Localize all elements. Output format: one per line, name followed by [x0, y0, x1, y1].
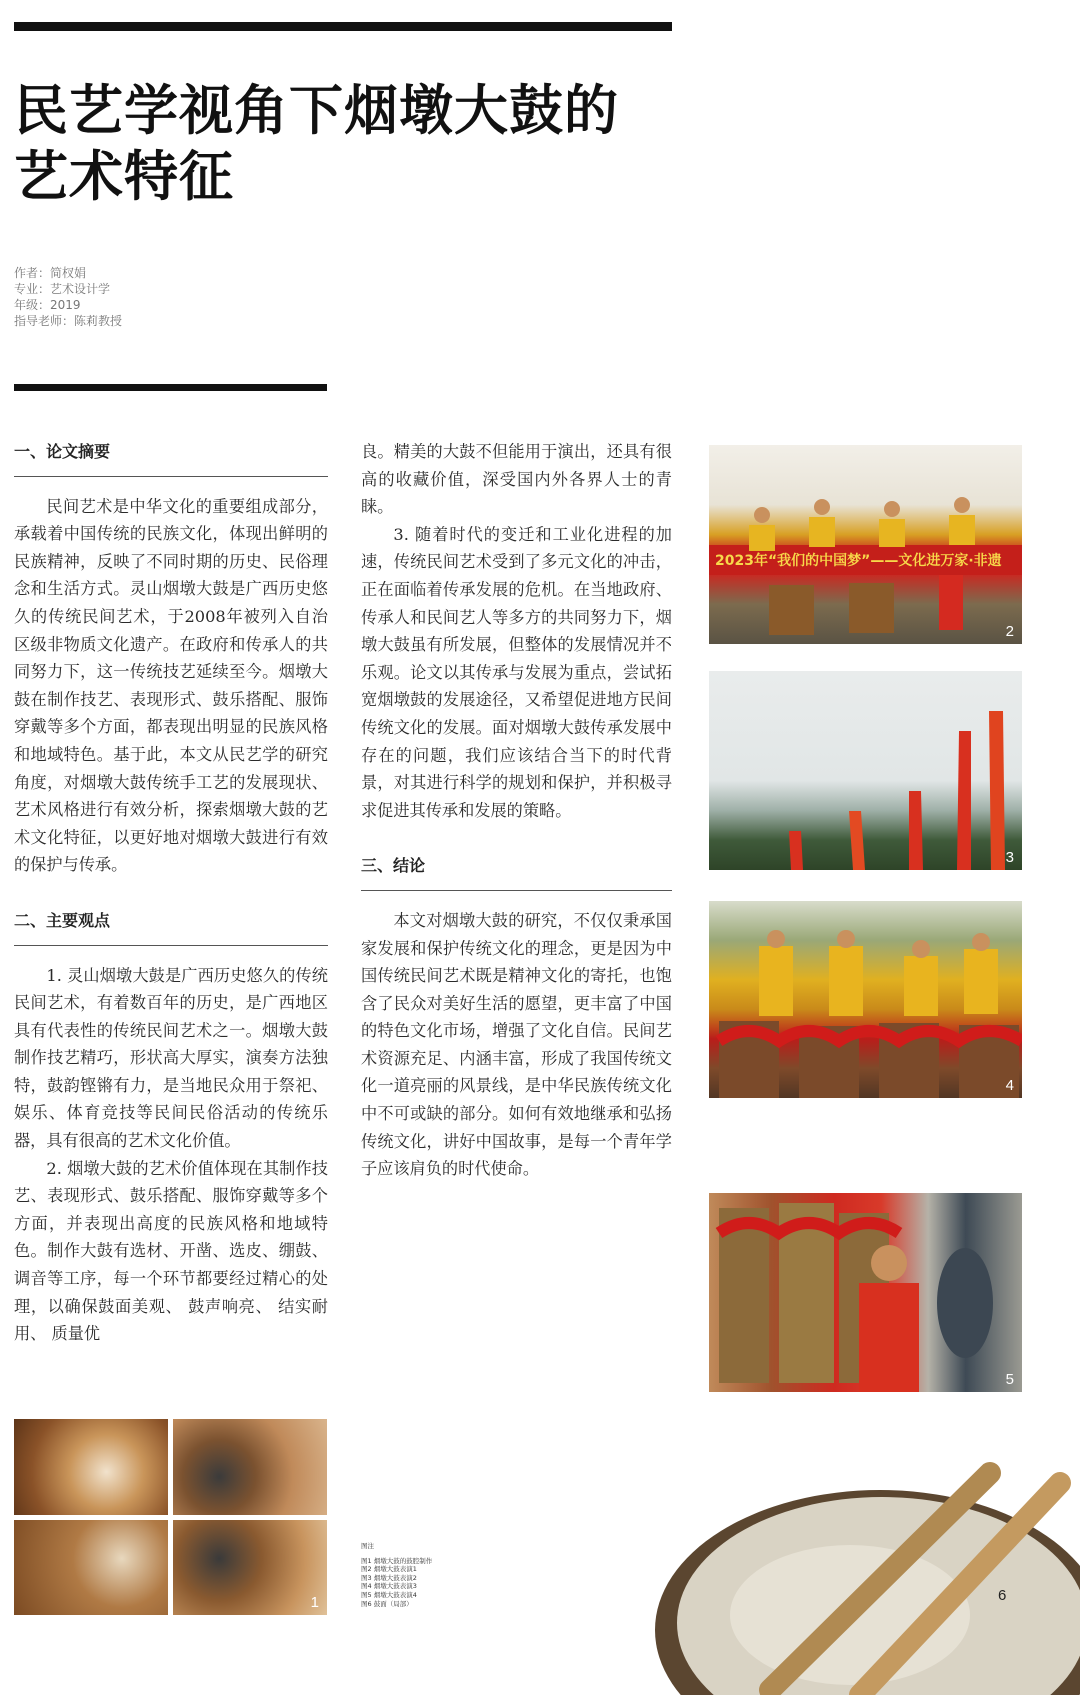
title-line-2: 艺术特征 [14, 145, 234, 208]
views-heading: 二、主要观点 [14, 907, 328, 946]
author-info [14, 265, 122, 329]
flags-illustration [709, 671, 1022, 870]
flags-photo [709, 671, 1022, 870]
photo-number: 3 [1005, 849, 1014, 866]
drum-surface-photo [620, 1455, 1080, 1695]
text-column-right [361, 438, 672, 1183]
conclusion-heading: 三、结论 [361, 852, 672, 891]
author: 作者：简杈娟 [14, 266, 87, 280]
views-point-2-cont: 良。精美的大鼓不但能用于演出，还具有很高的收藏价值，深受国内外各界人士的青睐。 [361, 442, 672, 517]
photo-number: 2 [1005, 623, 1014, 640]
photo-number: 4 [1005, 1077, 1014, 1094]
drum-making-photo-grid [14, 1419, 327, 1615]
drum-performance-photo-2 [709, 901, 1022, 1098]
captions-title: 图注 [361, 1542, 374, 1550]
abstract-heading: 一、论文摘要 [14, 438, 328, 477]
caption-item: 图6 鼓面（局部） [361, 1599, 413, 1608]
photo-number: 1 [310, 1594, 319, 1611]
banner-text: 2023年“我们的中国梦”——文化进万家·非遗 [715, 553, 1002, 569]
caption-item: 图2 烟墩大鼓表演1 [361, 1565, 417, 1574]
figure-captions [361, 1542, 432, 1608]
caption-item: 图1 烟墩大鼓的鼓腔制作 [361, 1556, 433, 1565]
drummers-illustration [709, 901, 1022, 1098]
major: 专业：艺术设计学 [14, 282, 111, 296]
abstract-body: 民间艺术是中华文化的重要组成部分，承载着中国传统的民族文化，体现出鲜明的民族精神，反映了不同时期的历史、民俗理念和生活方式。灵山烟墩大鼓是广西历史悠久的传统民间艺术，于2008年被列入自治区级非物质文化遗产。在政府和传承人的共同努力下，这一传统技艺延续至今。烟墩大鼓在制作技艺、表现形式、鼓乐搭配、服饰穿戴等多个方面，都表现出明显的民族风格和地域特色。基于此，本文从民艺学的研究角度，对烟墩大鼓传统手工艺的发展现状、艺术风格进行有效分析，探索烟墩大鼓的艺术文化特征，以更好地对烟墩大鼓进行有效的保护与传承。 [14, 496, 328, 875]
views-point-3: 3. 随着时代的变迁和工业化进程的加速，传统民间艺术受到了多元文化的冲击，正在面临着传承发展的危机。在当地政府、传承人和民间艺人等多方的共同努力下，烟墩大鼓虽有所发展，但整体的发展情况并不乐观。论文以其传承与发展为重点，尝试拓宽烟墩鼓的发展途径，又希望促进地方民间传统文化的发展。面对烟墩大鼓传承发展中存在的问题，我们应该结合当下的时代背景，对其进行科学的规划和保护，并积极寻求促进其传承和发展的策略。 [361, 524, 672, 820]
caption-item: 图3 烟墩大鼓表演2 [361, 1573, 417, 1582]
caption-item: 图4 烟墩大鼓表演3 [361, 1582, 417, 1591]
views-point-2: 2. 烟墩大鼓的艺术价值体现在其制作技艺、表现形式、鼓乐搭配、服饰穿戴等多个方面，并表现出高度的民族风格和地域特色。制作大鼓有选材、开凿、选皮、绷鼓、调音等工序，每一个环节都要经过精心的处理，以确保鼓面美观、 鼓声响亮、 结实耐用、 质量优 [14, 1158, 328, 1344]
drum-performance-photo-1 [709, 445, 1022, 644]
conclusion-body: 本文对烟墩大鼓的研究，不仅仅秉承国家发展和保护传统文化的理念，更是因为中国传统民间艺术既是精神文化的寄托，也饱含了民众对美好生活的愿望，更丰富了中国的特色文化市场，增强了文化自信。民间艺术资源充足、内涵丰富，形成了我国传统文化一道亮丽的风景线，是中华民族传统文化中不可或缺的部分。如何有效地继承和弘扬传统文化，讲好中国故事，是每一个青年学子应该肩负的时代使命。 [361, 910, 672, 1179]
caption-item: 图5 烟墩大鼓表演4 [361, 1590, 417, 1599]
photo-number: 6 [998, 1587, 1007, 1604]
photo-number: 5 [1005, 1371, 1014, 1388]
top-rule [14, 22, 672, 31]
performer-illustration [709, 1193, 1022, 1392]
advisor: 指导老师：陈莉教授 [14, 314, 123, 328]
drum-performer-photo [709, 1193, 1022, 1392]
section-rule [14, 384, 327, 391]
page-title [14, 78, 674, 210]
text-column-left [14, 438, 328, 1348]
title-line-1: 民艺学视角下烟墩大鼓的 [14, 79, 619, 142]
performance-illustration [709, 445, 1022, 644]
grade: 年级：2019 [14, 298, 81, 312]
drum-illustration [620, 1455, 1080, 1695]
drum-cavity-photo-2 [173, 1419, 327, 1515]
views-point-1: 1. 灵山烟墩大鼓是广西历史悠久的传统民间艺术，有着数百年的历史，是广西地区具有代表性的传统民间艺术之一。烟墩大鼓制作技艺精巧，形状高大厚实，演奏方法独特，鼓韵铿锵有力，是当地民众用于祭祀、娱乐、体育竞技等民间民俗活动的传统乐器，具有很高的艺术文化价值。 [14, 965, 328, 1151]
drum-cavity-photo-1 [14, 1419, 168, 1515]
drum-cavity-photo-3 [14, 1520, 168, 1615]
drum-cavity-photo-4 [173, 1520, 327, 1615]
